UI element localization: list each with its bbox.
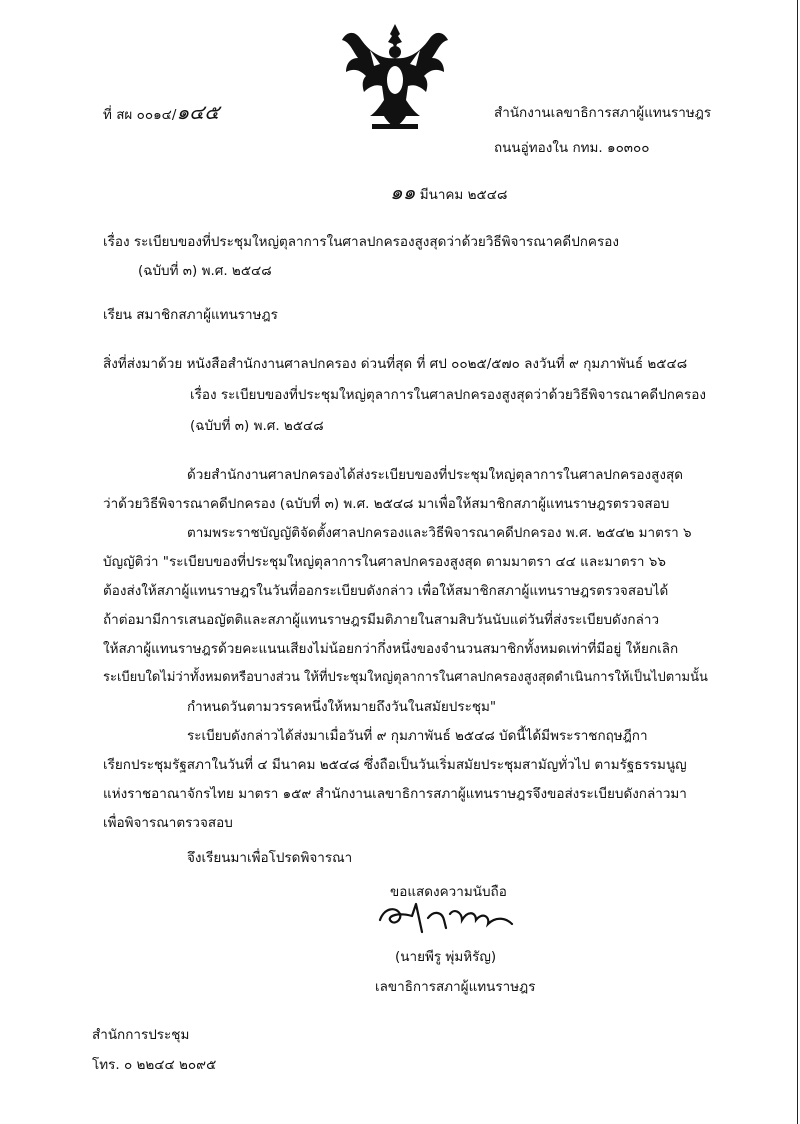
department: สำนักการประชุม: [92, 1027, 190, 1043]
salutation: เรียน สมาชิกสภาผู้แทนราษฎร: [103, 307, 278, 323]
sender-office: สำนักงานเลขาธิการสภาผู้แทนราษฎร: [494, 105, 712, 121]
subject-line-1: เรื่อง ระเบียบของที่ประชุมใหญ่ตุลาการในศาลปกครองสูงสุดว่าด้วยวิธีพิจารณาคดีปกครอง: [103, 234, 619, 250]
body-line: กำหนดวันตามวรรคหนึ่งให้หมายถึงวันในสมัยประชุม": [187, 699, 497, 715]
body-line: ว่าด้วยวิธีพิจารณาคดีปกครอง (ฉบับที่ ๓) พ.ศ. ๒๕๔๘ มาเพื่อให้สมาชิกสภาผู้แทนราษฎรตรวจสอบ: [103, 496, 670, 512]
signatory-position: เลขาธิการสภาผู้แทนราษฎร: [375, 979, 536, 995]
reference-number: [103, 96, 219, 128]
page-edge: [797, 0, 798, 1124]
date-month-year: มีนาคม ๒๕๔๘: [419, 187, 508, 203]
body-line: บัญญัติว่า "ระเบียบของที่ประชุมใหญ่ตุลาการในศาลปกครองสูงสุด ตามมาตรา ๔๔ และมาตรา ๖๖: [103, 554, 666, 570]
closing-request: จึงเรียนมาเพื่อโปรดพิจารณา: [187, 850, 353, 866]
date-day-handwritten: ๑๑: [390, 180, 416, 204]
telephone: โทร. ๐ ๒๒๔๔ ๒๐๙๕: [92, 1057, 217, 1073]
sender-address: ถนนอู่ทองใน กทม. ๑๐๓๐๐: [494, 140, 650, 156]
body-line: เพื่อพิจารณาตรวจสอบ: [103, 815, 233, 831]
body-line: แห่งราชอาณาจักรไทย มาตรา ๑๕๙ สำนักงานเลขาธิการสภาผู้แทนราษฎรจึงขอส่งระเบียบดังกล่าวมา: [103, 786, 687, 802]
enclosure-line-3: (ฉบับที่ ๓) พ.ศ. ๒๕๔๘: [190, 418, 324, 434]
body-line: ระเบียบดังกล่าวได้ส่งมาเมื่อวันที่ ๙ กุมภาพันธ์ ๒๕๔๘ บัดนี้ได้มีพระราชกฤษฎีกา: [187, 728, 648, 744]
reference-handwritten: ๑๔๕: [176, 100, 220, 124]
letter-date: [390, 176, 507, 208]
enclosure-line-2: เรื่อง ระเบียบของที่ประชุมใหญ่ตุลาการในศาลปกครองสูงสุดว่าด้วยวิธีพิจารณาคดีปกครอง: [190, 387, 706, 403]
body-line: ต้องส่งให้สภาผู้แทนราษฎรในวันที่ออกระเบียบดังกล่าว เพื่อให้สมาชิกสภาผู้แทนราษฎรตรวจสอบได้: [103, 583, 669, 599]
body-line: ระเบียบใดไม่ว่าทั้งหมดหรือบางส่วน ให้ที่ประชุมใหญ่ตุลาการในศาลปกครองสูงสุดดำเนินการให้เป็นไปตามนั้น: [103, 670, 708, 685]
body-line: ด้วยสำนักงานศาลปกครองได้ส่งระเบียบของที่ประชุมใหญ่ตุลาการในศาลปกครองสูงสุด: [187, 467, 683, 483]
body-line: เรียกประชุมรัฐสภาในวันที่ ๔ มีนาคม ๒๕๔๘ ซึ่งถือเป็นวันเริ่มสมัยประชุมสามัญทั่วไป ตามรัฐธรรมนูญ: [103, 757, 687, 773]
enclosure-line-1: สิ่งที่ส่งมาด้วย หนังสือสำนักงานศาลปกครอง ด่วนที่สุด ที่ ศป ๐๐๒๕/๕๗๐ ลงวันที่ ๙ กุมภาพันธ์ ๒๕๔๘: [103, 356, 688, 372]
signature-image: [372, 898, 532, 938]
body-line: ถ้าต่อมามีการเสนอญัตติและสภาผู้แทนราษฎรมีมติภายในสามสิบวันนับแต่วันที่ส่งระเบียบดังกล่าว: [103, 612, 660, 628]
closing-regards: ขอแสดงความนับถือ: [390, 884, 507, 900]
body-line: ตามพระราชบัญญัติจัดตั้งศาลปกครองและวิธีพิจารณาคดีปกครอง พ.ศ. ๒๕๔๒ มาตรา ๖: [187, 525, 692, 541]
signatory-name: (นายพีรู พุ่มหิรัญ): [395, 949, 497, 965]
body-line: ให้สภาผู้แทนราษฎรด้วยคะแนนเสียงไม่น้อยกว่ากึ่งหนึ่งของจำนวนสมาชิกทั้งหมดเท่าที่มีอยู่ ให้ยกเลิก: [103, 641, 679, 657]
reference-prefix: ที่ สผ ๐๐๑๔/: [103, 107, 177, 123]
subject-line-2: (ฉบับที่ ๓) พ.ศ. ๒๕๔๘: [138, 263, 272, 279]
garuda-emblem-icon: [340, 20, 450, 135]
